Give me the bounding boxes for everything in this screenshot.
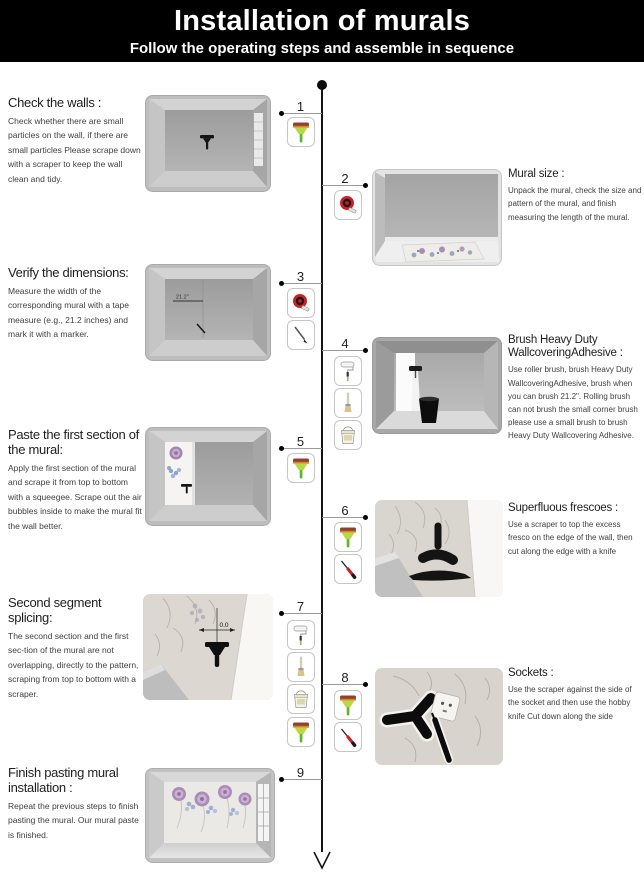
page-subtitle: Follow the operating steps and assemble in sequence bbox=[129, 40, 515, 57]
marker-tool-icon bbox=[287, 320, 315, 350]
step-1-illustration bbox=[145, 95, 271, 192]
step-1-text bbox=[8, 96, 142, 186]
squeegee-tool-icon bbox=[334, 522, 362, 552]
step-6-body: Use a scraper to top the excess fresco on the edge of the wall, then cut along the edge with a knife bbox=[508, 520, 633, 556]
room-finished-mural-graphic bbox=[145, 768, 275, 863]
adhesive-bucket-tool-icon bbox=[334, 420, 362, 450]
bucket-silhouette bbox=[419, 397, 439, 423]
squeegee-tool-icon bbox=[287, 117, 315, 147]
step-4-body: Use roller brush, brush Heavy Duty WallcoveringAdhesive, brush when you can brush 21.2". Rolling brush can not brush the small corner brush please use a small brush to brush Heavy Duty Wallcovering Adhesive. bbox=[508, 365, 638, 441]
step-5-illustration bbox=[145, 427, 271, 526]
tape-measure-tool-icon bbox=[287, 288, 315, 318]
steps-canvas bbox=[0, 62, 644, 879]
step-1-heading: Check the walls : bbox=[8, 95, 102, 110]
step-8-text bbox=[508, 667, 642, 723]
squeegee-tool-icon bbox=[287, 453, 315, 483]
step-2-text bbox=[508, 168, 642, 224]
step-6-illustration bbox=[375, 500, 503, 597]
room-first-section-graphic bbox=[145, 427, 271, 526]
step-2-heading: Mural size : bbox=[508, 168, 565, 180]
step-3-connector bbox=[279, 268, 322, 284]
step-7-connector bbox=[279, 598, 322, 614]
step-6-heading: Superfluous frescoes : bbox=[508, 502, 619, 514]
step-8-connector bbox=[322, 669, 368, 685]
step-4-text bbox=[508, 334, 642, 443]
step-9-connector bbox=[279, 764, 322, 780]
step-7-heading: Second segment splicing: bbox=[8, 595, 102, 625]
step-8-heading: Sockets : bbox=[508, 667, 554, 679]
step-9-text bbox=[8, 766, 142, 842]
page-title: Installation of murals bbox=[173, 5, 471, 37]
step-5-heading: Paste the first section of the mural: bbox=[8, 427, 139, 457]
header bbox=[0, 0, 644, 62]
squeegee-tool-icon bbox=[287, 717, 315, 747]
step-2-illustration bbox=[372, 169, 502, 266]
brush-tool-icon bbox=[334, 388, 362, 418]
step-6-number: 6 bbox=[341, 503, 349, 518]
step-7-text bbox=[8, 596, 142, 701]
room-measure-graphic bbox=[145, 264, 271, 361]
squeegee-tool-icon bbox=[334, 690, 362, 720]
room-adhesive-graphic bbox=[372, 337, 502, 434]
step-2-number: 2 bbox=[341, 171, 349, 186]
tape-measure-tool-icon bbox=[334, 190, 362, 220]
timeline-start-dot bbox=[317, 80, 327, 90]
step-8-body: Use the scraper against the side of the socket and then use the hobby knife Cut down along the side bbox=[508, 685, 632, 721]
step-3-text bbox=[8, 266, 142, 342]
closeup-trim-graphic bbox=[375, 500, 503, 597]
roller-tool-icon bbox=[287, 620, 315, 650]
step-8-illustration bbox=[375, 668, 503, 765]
step-8-number: 8 bbox=[341, 670, 349, 685]
room-check-walls-graphic bbox=[145, 95, 271, 192]
radiator-graphic bbox=[254, 113, 263, 166]
step-1-body: Check whether there are small particles on the wall, if there are small particles Please scrape down with a scraper to keep the wall clean and tidy. bbox=[8, 115, 141, 184]
step-1-connector bbox=[279, 98, 322, 114]
closeup-socket-graphic bbox=[375, 668, 503, 765]
first-mural-strip-graphic bbox=[165, 442, 195, 505]
step-4-illustration bbox=[372, 337, 502, 434]
arrow-down-icon bbox=[311, 850, 333, 870]
window-graphic bbox=[258, 784, 269, 841]
measure-label: 21.2" bbox=[176, 294, 189, 301]
step-7-body: The second section and the first sec-tion of the mural are not overlapping, directly to the pattern, scraping from top to bottom with a scraper. bbox=[8, 630, 139, 699]
step-3-heading: Verify the dimensions: bbox=[8, 265, 129, 280]
step-5-text bbox=[8, 428, 142, 533]
closeup-splice-graphic bbox=[143, 594, 273, 700]
step-6-text bbox=[508, 502, 642, 558]
step-4-heading: Brush Heavy Duty WallcoveringAdhesive : bbox=[508, 334, 623, 360]
step-1-number: 1 bbox=[296, 99, 305, 114]
step-2-connector bbox=[322, 170, 368, 186]
step-5-body: Apply the first section of the mural and scrape it from top to bottom with a squeegee. Scrape out the air bubbles inside to make the mural fit the wall better. bbox=[8, 462, 142, 531]
gap-label: 0.0 bbox=[219, 622, 229, 629]
step-9-body: Repeat the previous steps to finish pasting the mural. Our mural paste is finished. bbox=[8, 800, 139, 840]
room-mural-size-graphic bbox=[372, 169, 502, 266]
step-7-number: 7 bbox=[296, 599, 305, 614]
knife-tool-icon bbox=[334, 554, 362, 584]
step-9-number: 9 bbox=[296, 765, 305, 780]
step-3-body: Measure the width of the corresponding mural with a tape measure (e.g., 21.2 inches) and mark it with a marker. bbox=[8, 285, 129, 340]
step-3-illustration bbox=[145, 264, 271, 361]
knife-tool-icon bbox=[334, 722, 362, 752]
step-7-illustration bbox=[143, 594, 273, 700]
step-5-number: 5 bbox=[296, 434, 305, 449]
step-9-heading: Finish pasting mural installation : bbox=[8, 765, 119, 795]
timeline-line bbox=[321, 84, 323, 852]
mural-on-floor-graphic bbox=[402, 242, 484, 262]
step-3-number: 3 bbox=[296, 269, 305, 284]
step-9-illustration bbox=[145, 768, 275, 863]
step-5-connector bbox=[279, 433, 322, 449]
step-4-connector bbox=[322, 335, 368, 351]
roller-tool-icon bbox=[334, 356, 362, 386]
brush-tool-icon bbox=[287, 652, 315, 682]
adhesive-bucket-tool-icon bbox=[287, 684, 315, 714]
step-6-connector bbox=[322, 502, 368, 518]
step-2-body: Unpack the mural, check the size and pattern of the mural, and finish measuring the length of the mural. bbox=[508, 186, 642, 222]
step-4-number: 4 bbox=[341, 336, 349, 351]
